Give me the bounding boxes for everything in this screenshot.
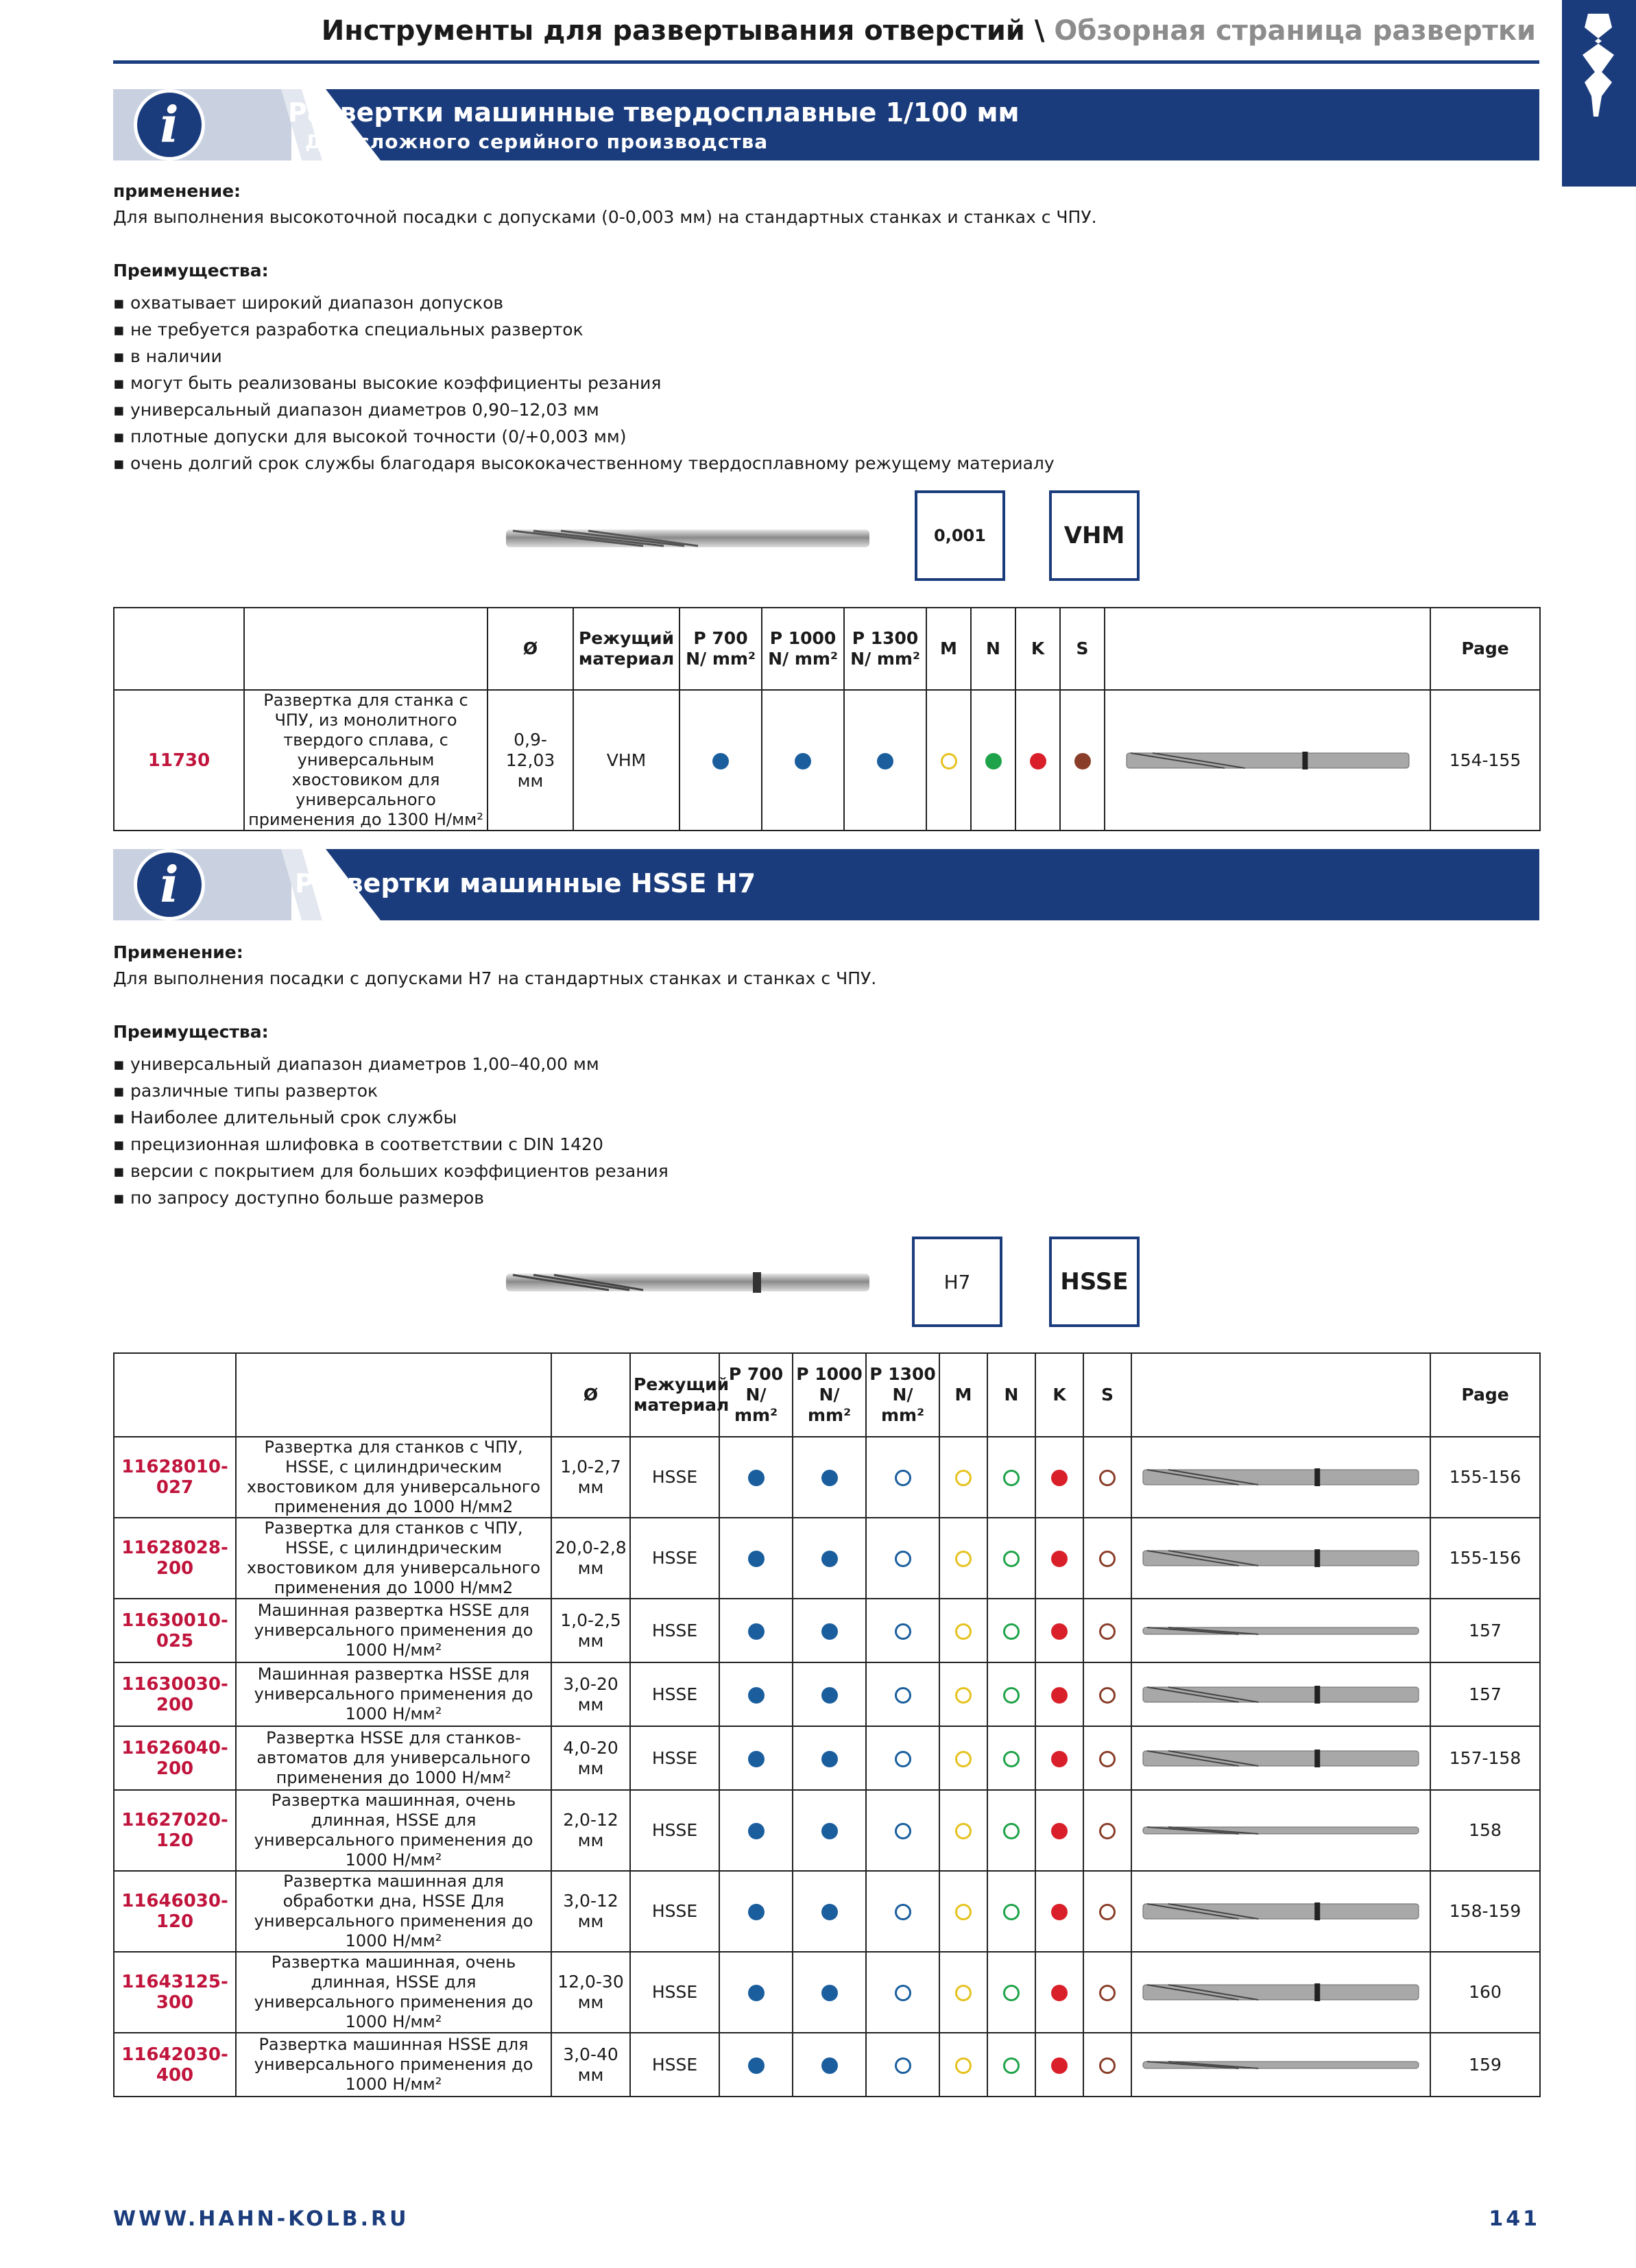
material-dot: [955, 1985, 972, 2001]
column-header: M: [926, 608, 971, 690]
product-description: Развертка для станков с ЧПУ, HSSE, с цилиндрическим хвостовиком для универсального применения до 1000 Н/мм2: [236, 1437, 551, 1518]
column-header: Ø: [551, 1353, 630, 1437]
material-dot: [748, 1823, 765, 1839]
page-reference: 154-155: [1430, 690, 1540, 831]
section1-subtitle: Для сложного серийного производства: [305, 130, 769, 153]
material-dot: [748, 2057, 765, 2074]
tolerance-badge: H7: [912, 1237, 1002, 1327]
material-dot: [821, 1985, 838, 2001]
suitability-cell: [719, 1726, 793, 1790]
suitability-cell: [1035, 1726, 1083, 1790]
tool-image-cell: [1131, 1437, 1430, 1518]
suitability-cell: [987, 1790, 1035, 1871]
material-dot: [1099, 1823, 1116, 1839]
suitability-cell: [866, 1871, 939, 1952]
suitability-cell: [987, 1599, 1035, 1662]
column-header: [1131, 1353, 1430, 1437]
column-header: Ø: [488, 608, 573, 690]
suitability-cell: [866, 1952, 939, 2033]
tool-image: [1124, 749, 1412, 772]
suitability-cell: [866, 1726, 939, 1790]
article-code: 11730: [114, 690, 244, 831]
footer-url[interactable]: WWW.HAHN-KOLB.RU: [113, 2207, 409, 2231]
material-dot: [895, 1904, 911, 1920]
suitability-cell: [866, 1518, 939, 1599]
suitability-cell: [719, 1952, 793, 2033]
suitability-cell: [1035, 1662, 1083, 1726]
advantage-item: ▪ очень долгий срок службы благодаря высококачественному твердосплавному режущему материалу: [113, 450, 1055, 477]
diameter-range: 3,0-40 мм: [551, 2033, 630, 2097]
cutting-material: HSSE: [630, 1790, 719, 1871]
material-dot: [1074, 753, 1091, 769]
material-dot: [1003, 1551, 1020, 1567]
suitability-cell: [1035, 1599, 1083, 1662]
suitability-cell: [793, 1726, 866, 1790]
section2-title: Развертки машинные HSSE H7: [295, 868, 756, 898]
advantage-item: ▪ в наличии: [113, 343, 1055, 370]
suitability-cell: [939, 2033, 987, 2097]
product-description: Машинная развертка HSSE для универсального применения до 1000 Н/мм²: [236, 1662, 551, 1726]
material-dot: [941, 753, 957, 769]
section2-advantages-label: Преимущества:: [113, 1022, 269, 1042]
article-code: 11630030-200: [114, 1662, 236, 1726]
tool-image: [1140, 1547, 1421, 1570]
suitability-cell: [1035, 1871, 1083, 1952]
column-header: Page: [1430, 1353, 1540, 1437]
material-dot: [821, 1551, 838, 1567]
section2-banner: [113, 849, 1539, 920]
column-header: [114, 608, 244, 690]
material-dot: [1003, 1470, 1020, 1486]
title-sub: Обзорная страница развертки: [1054, 15, 1536, 47]
diameter-range: 1,0-2,5 мм: [551, 1599, 630, 1662]
material-dot: [1003, 1823, 1020, 1839]
suitability-cell: [1083, 1437, 1131, 1518]
suitability-cell: [793, 1790, 866, 1871]
diameter-range: 1,0-2,7 мм: [551, 1437, 630, 1518]
advantage-item: ▪ могут быть реализованы высокие коэффициенты резания: [113, 370, 1055, 396]
page-reference: 158-159: [1430, 1871, 1540, 1952]
material-dot: [821, 1687, 838, 1704]
material-dot: [748, 1985, 765, 2001]
article-code: 11626040-200: [114, 1726, 236, 1790]
material-dot: [821, 1823, 838, 1839]
material-dot: [895, 1687, 911, 1704]
tool-image-cell: [1131, 1726, 1430, 1790]
article-code: 11627020-120: [114, 1790, 236, 1871]
section2-application-label: Применение:: [113, 942, 243, 962]
advantage-item: ▪ универсальный диапазон диаметров 1,00–40,00 мм: [113, 1051, 669, 1077]
material-dot: [1051, 2057, 1068, 2074]
cutting-material: HSSE: [630, 1726, 719, 1790]
table-row[interactable]: [114, 1518, 1540, 1599]
cutting-material: HSSE: [630, 1662, 719, 1726]
tool-image-cell: [1131, 1952, 1430, 2033]
reamer-image: [506, 521, 869, 556]
article-code: 11643125-300: [114, 1952, 236, 2033]
column-header: Page: [1430, 608, 1540, 690]
material-dot: [985, 753, 1002, 769]
material-dot: [821, 1470, 838, 1486]
table-row[interactable]: [114, 1437, 1540, 1518]
material-dot: [895, 1823, 911, 1839]
suitability-cell: [866, 1790, 939, 1871]
advantage-item: ▪ по запросу доступно больше размеров: [113, 1184, 669, 1211]
section2-advantages-list: [113, 1051, 669, 1211]
cutting-material: HSSE: [630, 1952, 719, 2033]
suitability-cell: [1083, 1726, 1131, 1790]
column-header: P 1000 N/ mm²: [762, 608, 844, 690]
material-dot: [1003, 1623, 1020, 1640]
article-code: 11628010-027: [114, 1437, 236, 1518]
advantage-item: ▪ версии с покрытием для больших коэффициентов резания: [113, 1158, 669, 1184]
product-description: Развертка машинная HSSE для универсального применения до 1000 Н/мм²: [236, 2033, 551, 2097]
diameter-range: 20,0-2,8 мм: [551, 1518, 630, 1599]
tool-image: [1140, 1747, 1421, 1770]
suitability-cell: [987, 1952, 1035, 2033]
material-dot: [1099, 1470, 1116, 1486]
material-dot: [1099, 1623, 1116, 1640]
page-reference: 155-156: [1430, 1518, 1540, 1599]
suitability-cell: [987, 1871, 1035, 1952]
suitability-cell: [1083, 2033, 1131, 2097]
diameter-range: 0,9-12,03 мм: [488, 690, 573, 831]
suitability-cell: [1083, 1599, 1131, 1662]
tool-image: [1140, 1981, 1421, 2004]
title-separator: \: [1024, 15, 1055, 47]
material-dot: [1003, 1904, 1020, 1920]
column-header: M: [939, 1353, 987, 1437]
material-dot: [712, 753, 729, 769]
material-dot: [1003, 2057, 1020, 2074]
cutting-material: HSSE: [630, 1599, 719, 1662]
table-row[interactable]: [114, 690, 1540, 831]
advantage-item: ▪ плотные допуски для высокой точности (0/+0,003 мм): [113, 423, 1055, 450]
tool-image: [1140, 2053, 1421, 2077]
suitability-cell: [1035, 1790, 1083, 1871]
suitability-cell: [971, 690, 1015, 831]
suitability-cell: [719, 1790, 793, 1871]
table-row[interactable]: [114, 1871, 1540, 1952]
suitability-cell: [1035, 1518, 1083, 1599]
column-header: Режущий материал: [630, 1353, 719, 1437]
material-dot: [1051, 1623, 1068, 1640]
suitability-cell: [679, 690, 762, 831]
suitability-cell: [939, 1952, 987, 2033]
header-rule: [113, 60, 1539, 64]
material-dot: [1099, 1551, 1116, 1567]
material-dot: [895, 1623, 911, 1640]
material-dot: [1003, 1751, 1020, 1767]
suitability-cell: [926, 690, 971, 831]
product-description: Развертка машинная, очень длинная, HSSE для универсального применения до 1000 Н/мм²: [236, 1790, 551, 1871]
table-row[interactable]: [114, 2033, 1540, 2097]
suitability-cell: [719, 1662, 793, 1726]
suitability-cell: [939, 1437, 987, 1518]
suitability-cell: [1060, 690, 1105, 831]
advantage-item: ▪ прецизионная шлифовка в соответствии с DIN 1420: [113, 1131, 669, 1158]
material-dot: [1051, 1551, 1068, 1567]
material-dot: [821, 1751, 838, 1767]
material-dot: [1051, 1470, 1068, 1486]
suitability-cell: [939, 1726, 987, 1790]
cutting-material: HSSE: [630, 1437, 719, 1518]
tool-image-cell: [1131, 1871, 1430, 1952]
material-dot: [955, 1551, 972, 1567]
suitability-cell: [719, 1599, 793, 1662]
suitability-cell: [939, 1599, 987, 1662]
advantage-item: ▪ Наиболее длительный срок службы: [113, 1104, 669, 1131]
advantage-item: ▪ не требуется разработка специальных разверток: [113, 316, 1055, 343]
suitability-cell: [844, 690, 926, 831]
page-title: [322, 15, 1536, 47]
suitability-cell: [793, 1437, 866, 1518]
suitability-cell: [1083, 1518, 1131, 1599]
column-header: S: [1060, 608, 1105, 690]
article-code: 11630010-025: [114, 1599, 236, 1662]
diameter-range: 12,0-30 мм: [551, 1952, 630, 2033]
advantage-item: ▪ охватывает широкий диапазон допусков: [113, 289, 1055, 316]
column-header: S: [1083, 1353, 1131, 1437]
material-dot: [748, 1751, 765, 1767]
suitability-cell: [1083, 1662, 1131, 1726]
column-header: Режущий материал: [573, 608, 679, 690]
advantage-item: ▪ различные типы разверток: [113, 1077, 669, 1104]
reamer-image: [506, 1265, 869, 1300]
tool-image-cell: [1105, 690, 1430, 831]
suitability-cell: [719, 1518, 793, 1599]
suitability-cell: [793, 1518, 866, 1599]
column-header: P 700 N/ mm²: [719, 1353, 793, 1437]
section1-advantages-label: Преимущества:: [113, 261, 269, 280]
column-header: P 1300 N/ mm²: [866, 1353, 939, 1437]
suitability-cell: [866, 1437, 939, 1518]
material-dot: [1099, 2057, 1116, 2074]
product-description: Машинная развертка HSSE для универсального применения до 1000 Н/мм²: [236, 1599, 551, 1662]
material-dot: [748, 1687, 765, 1704]
material-dot: [1099, 1687, 1116, 1704]
tool-image-cell: [1131, 1790, 1430, 1871]
material-dot: [955, 1823, 972, 1839]
suitability-cell: [939, 1871, 987, 1952]
material-dot: [748, 1470, 765, 1486]
tool-image: [1140, 1619, 1421, 1643]
suitability-cell: [719, 1437, 793, 1518]
suitability-cell: [719, 2033, 793, 2097]
column-header: N: [987, 1353, 1035, 1437]
column-header: P 1300 N/ mm²: [844, 608, 926, 690]
product-description: Развертка машинная, очень длинная, HSSE для универсального применения до 1000 Н/мм²: [236, 1952, 551, 2033]
suitability-cell: [987, 2033, 1035, 2097]
tool-image: [1140, 1819, 1421, 1842]
section2-table: [113, 1352, 1541, 2097]
material-dot: [895, 1751, 911, 1767]
tool-image: [1140, 1466, 1421, 1489]
suitability-cell: [1035, 1952, 1083, 2033]
cutting-material: HSSE: [630, 1871, 719, 1952]
material-dot: [748, 1904, 765, 1920]
table-row[interactable]: [114, 1726, 1540, 1790]
diameter-range: 3,0-20 мм: [551, 1662, 630, 1726]
column-header: N: [971, 608, 1015, 690]
section1-title: Развертки машинные твердосплавные 1/100 мм: [288, 97, 1020, 128]
material-dot: [877, 753, 893, 769]
material-badge: VHM: [1049, 490, 1140, 581]
drill-icon: [1574, 14, 1622, 117]
article-code: 11642030-400: [114, 2033, 236, 2097]
suitability-cell: [866, 1599, 939, 1662]
info-icon: i: [134, 89, 205, 160]
material-dot: [1003, 1985, 1020, 2001]
material-dot: [1099, 1751, 1116, 1767]
suitability-cell: [939, 1518, 987, 1599]
suitability-cell: [793, 1599, 866, 1662]
material-dot: [1051, 1985, 1068, 2001]
suitability-cell: [793, 1952, 866, 2033]
column-header: K: [1015, 608, 1060, 690]
page-number: 141: [1489, 2207, 1540, 2231]
material-dot: [955, 1751, 972, 1767]
suitability-cell: [1035, 2033, 1083, 2097]
suitability-cell: [866, 1662, 939, 1726]
suitability-cell: [719, 1871, 793, 1952]
cutting-material: VHM: [573, 690, 679, 831]
tool-image-cell: [1131, 1518, 1430, 1599]
material-dot: [955, 1687, 972, 1704]
suitability-cell: [939, 1662, 987, 1726]
tool-image: [1140, 1683, 1421, 1706]
material-dot: [1030, 753, 1046, 769]
suitability-cell: [1083, 1952, 1131, 2033]
tool-image-cell: [1131, 1599, 1430, 1662]
material-dot: [895, 1551, 911, 1567]
diameter-range: 3,0-12 мм: [551, 1871, 630, 1952]
table-row[interactable]: [114, 1790, 1540, 1871]
suitability-cell: [987, 1518, 1035, 1599]
column-header: [1105, 608, 1430, 690]
suitability-cell: [987, 1437, 1035, 1518]
material-dot: [955, 2057, 972, 2074]
material-dot: [748, 1551, 765, 1567]
suitability-cell: [793, 1662, 866, 1726]
suitability-cell: [866, 2033, 939, 2097]
suitability-cell: [793, 1871, 866, 1952]
column-header: [236, 1353, 551, 1437]
suitability-cell: [1035, 1437, 1083, 1518]
column-header: P 700 N/ mm²: [679, 608, 762, 690]
material-dot: [955, 1470, 972, 1486]
material-dot: [748, 1623, 765, 1640]
material-dot: [1099, 1985, 1116, 2001]
tool-image-cell: [1131, 1662, 1430, 1726]
material-dot: [821, 1623, 838, 1640]
column-header: [114, 1353, 236, 1437]
tolerance-badge: 0,001: [915, 490, 1005, 581]
page-reference: 158: [1430, 1790, 1540, 1871]
column-header: P 1000 N/ mm²: [793, 1353, 866, 1437]
page-reference: 157-158: [1430, 1726, 1540, 1790]
diameter-range: 4,0-20 мм: [551, 1726, 630, 1790]
suitability-cell: [987, 1726, 1035, 1790]
page-reference: 160: [1430, 1952, 1540, 2033]
material-dot: [1051, 1823, 1068, 1839]
table-row[interactable]: [114, 1952, 1540, 2033]
material-dot: [821, 1904, 838, 1920]
tool-image-cell: [1131, 2033, 1430, 2097]
cutting-material: HSSE: [630, 1518, 719, 1599]
info-icon: i: [134, 849, 205, 920]
material-badge: HSSE: [1049, 1237, 1140, 1327]
article-code: 11646030-120: [114, 1871, 236, 1952]
material-dot: [955, 1904, 972, 1920]
page-header: [110, 15, 1536, 63]
section1-advantages-list: [113, 289, 1055, 477]
page-reference: 159: [1430, 2033, 1540, 2097]
material-dot: [1051, 1904, 1068, 1920]
chapter-tab: [1562, 0, 1636, 187]
material-dot: [821, 2057, 838, 2074]
title-main: Инструменты для развертывания отверстий: [321, 15, 1025, 47]
material-dot: [955, 1623, 972, 1640]
suitability-cell: [762, 690, 844, 831]
column-header: K: [1035, 1353, 1083, 1437]
table-row[interactable]: [114, 1662, 1540, 1726]
suitability-cell: [1015, 690, 1060, 831]
product-description: Развертка HSSE для станков-автоматов для универсального применения до 1000 Н/мм²: [236, 1726, 551, 1790]
page-reference: 157: [1430, 1662, 1540, 1726]
diameter-range: 2,0-12 мм: [551, 1790, 630, 1871]
material-dot: [1003, 1687, 1020, 1704]
table-row[interactable]: [114, 1599, 1540, 1662]
material-dot: [1099, 1904, 1116, 1920]
material-dot: [795, 753, 811, 769]
suitability-cell: [987, 1662, 1035, 1726]
suitability-cell: [1083, 1871, 1131, 1952]
section1-application-label: применение:: [113, 181, 241, 201]
product-description: Развертка машинная для обработки дна, HSSE Для универсального применения до 1000 Н/мм²: [236, 1871, 551, 1952]
suitability-cell: [793, 2033, 866, 2097]
material-dot: [895, 1470, 911, 1486]
page-reference: 155-156: [1430, 1437, 1540, 1518]
advantage-item: ▪ универсальный диапазон диаметров 0,90–12,03 мм: [113, 396, 1055, 423]
material-dot: [1051, 1751, 1068, 1767]
section1-table: [113, 607, 1541, 831]
section1-banner: [113, 89, 1539, 160]
material-dot: [895, 1985, 911, 2001]
material-dot: [1051, 1687, 1068, 1704]
product-description: Развертка для станков с ЧПУ, HSSE, с цилиндрическим хвостовиком для универсального применения до 1000 Н/мм2: [236, 1518, 551, 1599]
suitability-cell: [939, 1790, 987, 1871]
tool-image: [1140, 1900, 1421, 1923]
product-description: Развертка для станка с ЧПУ, из монолитного твердого сплава, с универсальным хвостовиком для универсального применения до 1300 Н/мм²: [244, 690, 488, 831]
article-code: 11628028-200: [114, 1518, 236, 1599]
suitability-cell: [1083, 1790, 1131, 1871]
column-header: [244, 608, 488, 690]
material-dot: [895, 2057, 911, 2074]
cutting-material: HSSE: [630, 2033, 719, 2097]
section1-application-text: Для выполнения высокоточной посадки с допусками (0-0,003 мм) на стандартных станках и станках с ЧПУ.: [113, 207, 1097, 227]
section2-application-text: Для выполнения посадки с допусками H7 на стандартных станках и станках с ЧПУ.: [113, 968, 877, 988]
page-reference: 157: [1430, 1599, 1540, 1662]
